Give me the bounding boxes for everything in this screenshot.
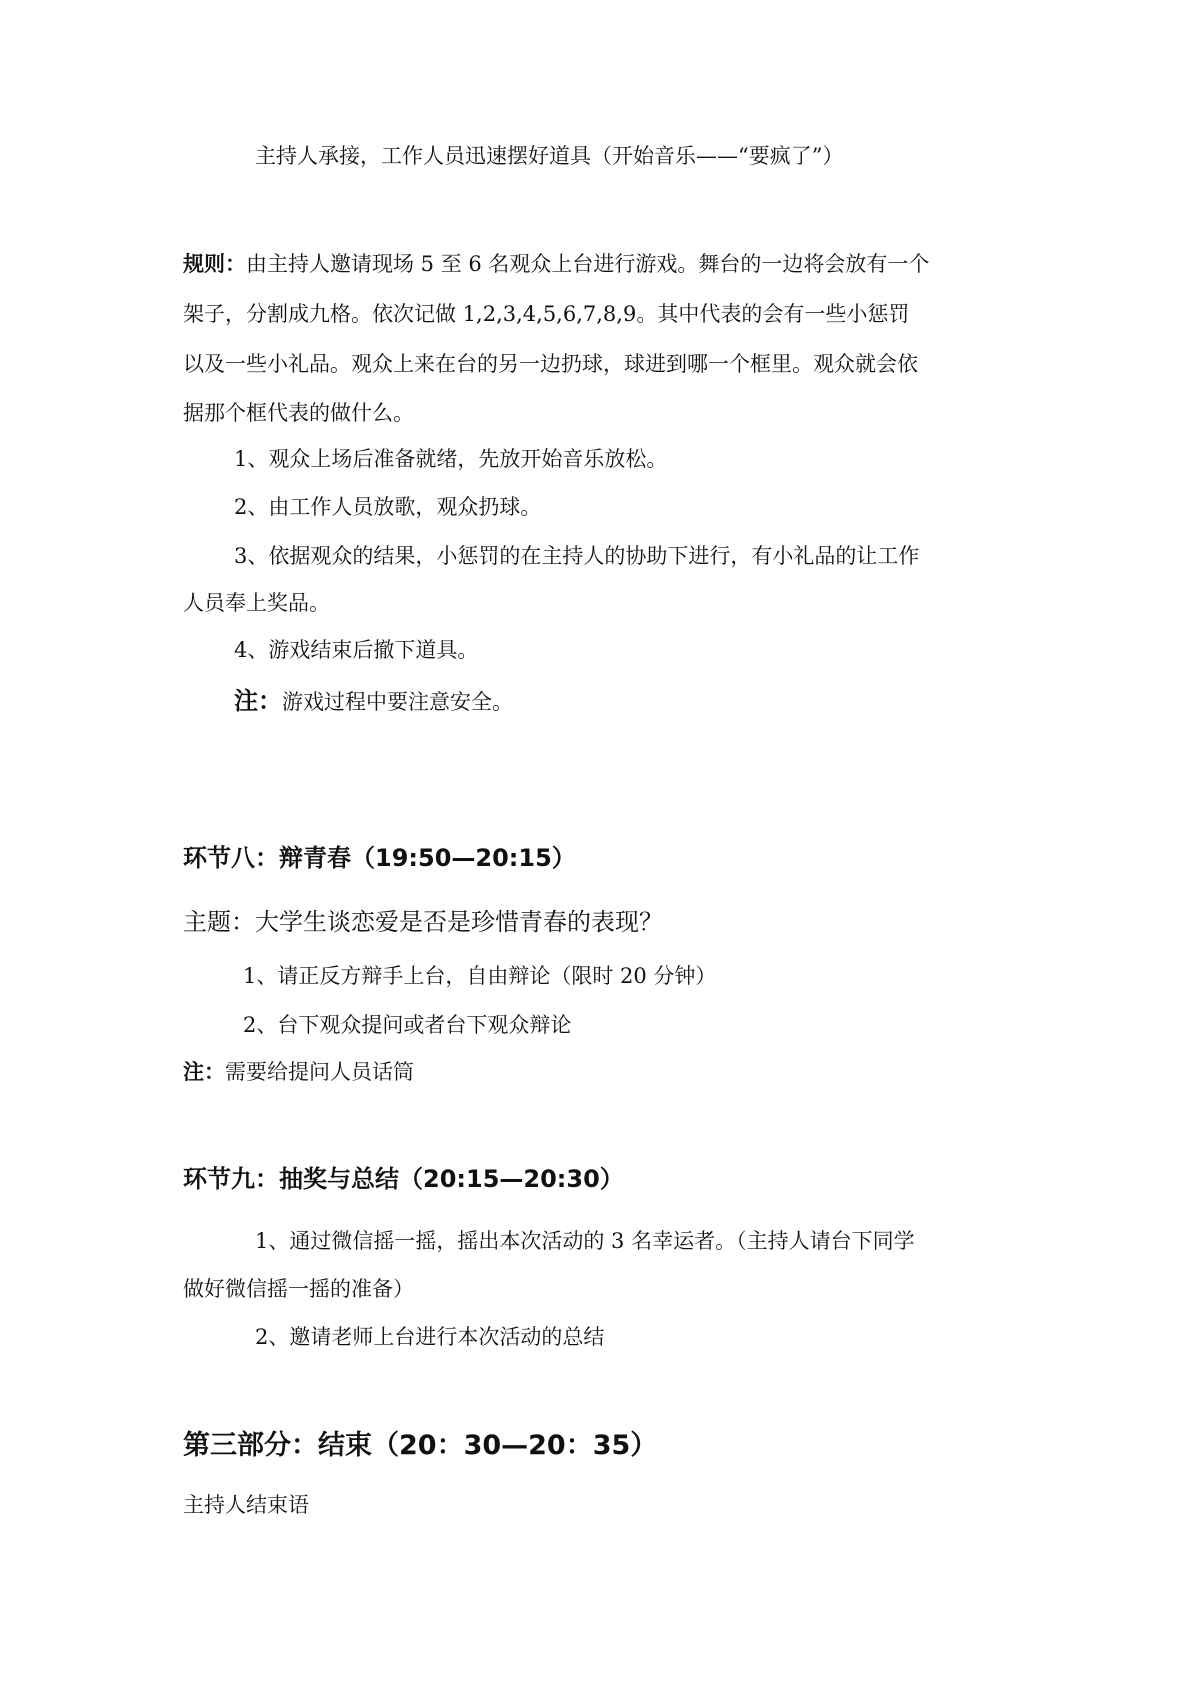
rules-label: 规则： <box>183 252 246 276</box>
rules-text-2: 架子，分割成九格。依次记做 1,2,3,4,5,6,7,8,9。其中代表的会有一些小惩罚 <box>183 302 910 326</box>
part-3-title: 第三部分：结束（20：30—20：35） <box>183 1430 658 1461</box>
intro-line: 主持人承接，工作人员迅速摆好道具（开始音乐——“要疯了”） <box>255 144 844 168</box>
rules-text-3: 以及一些小礼品。观众上来在台的另一边扔球，球进到哪一个框里。观众就会依 <box>183 352 918 376</box>
rules-text-4: 据那个框代表的做什么。 <box>183 401 414 425</box>
rules-note-text: 游戏过程中要注意安全。 <box>282 690 513 714</box>
section-8-note-label: 注： <box>183 1060 225 1084</box>
section-8-step-1: 1、请正反方辩手上台，自由辩论（限时 20 分钟） <box>243 964 717 988</box>
section-9-step-2: 2、邀请老师上台进行本次活动的总结 <box>255 1325 605 1349</box>
rules-step-1: 1、观众上场后准备就绪，先放开始音乐放松。 <box>234 447 668 471</box>
section-9-title: 环节九：抽奖与总结（20:15—20:30） <box>183 1165 624 1193</box>
part-3-text: 主持人结束语 <box>183 1493 309 1517</box>
rules-note <box>234 686 513 717</box>
rules-step-2: 2、由工作人员放歌，观众扔球。 <box>234 495 542 519</box>
section-9-step-1-cont: 做好微信摇一摇的准备） <box>183 1277 414 1301</box>
section-8-note <box>183 1057 414 1087</box>
rules-note-label: 注： <box>234 687 282 715</box>
section-9-step-1: 1、通过微信摇一摇，摇出本次活动的 3 名幸运者。（主持人请台下同学 <box>255 1229 915 1253</box>
rules-step-3: 3、依据观众的结果，小惩罚的在主持人的协助下进行，有小礼品的让工作 <box>234 544 920 568</box>
rules-step-4: 4、游戏结束后撤下道具。 <box>234 638 479 662</box>
section-8-theme: 主题：大学生谈恋爱是否是珍惜青春的表现？ <box>183 908 663 936</box>
rules-paragraph-line-1 <box>183 249 929 279</box>
section-8-note-text: 需要给提问人员话筒 <box>225 1060 414 1084</box>
section-8-title: 环节八：辩青春（19:50—20:15） <box>183 844 576 872</box>
rules-step-3-cont: 人员奉上奖品。 <box>183 591 330 615</box>
section-8-step-2: 2、台下观众提问或者台下观众辩论 <box>243 1013 572 1037</box>
rules-text-1: 由主持人邀请现场 5 至 6 名观众上台进行游戏。舞台的一边将会放有一个 <box>246 252 930 276</box>
